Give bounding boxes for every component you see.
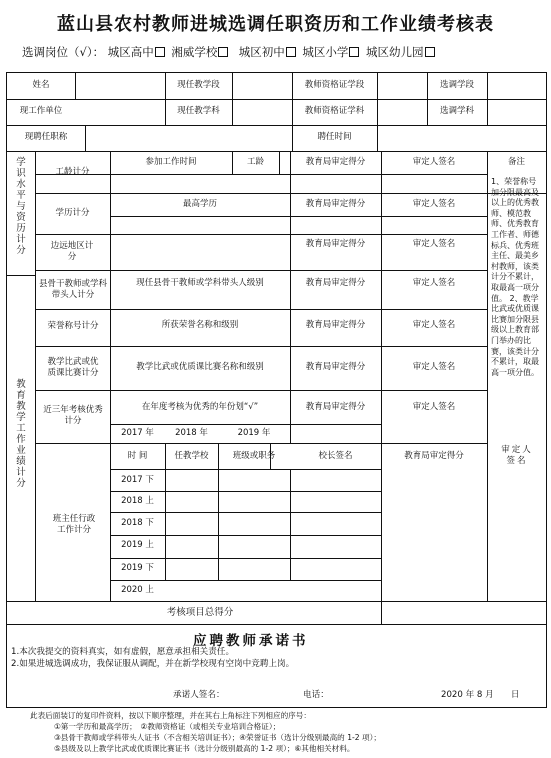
rule [35, 270, 487, 271]
label-bureau-score: 教育局审定得分 [404, 451, 464, 461]
label-phone: 电话： [303, 690, 329, 700]
label-work-unit: 现工作单位 [19, 106, 63, 116]
label-bureau-score: 教育局审定得分 [305, 157, 366, 167]
rule [290, 469, 291, 580]
rule [110, 469, 381, 470]
page-title: 蓝山县农村教师进城选调任职资历和工作业绩考核表 [57, 14, 494, 35]
label-selected-stage: 选调学段 [439, 80, 474, 90]
label-honor-level: 所获荣誉名称和级别 [161, 320, 239, 330]
rule [7, 601, 546, 602]
label-contest-score: 教学比武或优质课比赛计分 [47, 357, 99, 378]
label-remote-area-score: 边远地区计分 [50, 241, 94, 262]
rule [110, 424, 381, 425]
label-cert-stage: 教师资格证学段 [304, 80, 365, 90]
rule [290, 151, 291, 443]
checkbox-city-primary[interactable] [349, 47, 359, 57]
rule [487, 73, 488, 125]
label-total-score: 考核项目总得分 [166, 607, 234, 618]
label-current-subject: 现任教学科 [177, 106, 220, 116]
label-reviewer-sign: 审定人签名 [412, 320, 456, 330]
label-year-2017: 2017 年 [121, 428, 154, 438]
rule [7, 624, 546, 625]
label-backbone-level: 现任县骨干教师或学科带头人级别 [136, 278, 264, 288]
label-seniority-score: 工龄计分 [55, 167, 90, 177]
checkbox-city-kinder[interactable] [425, 47, 435, 57]
label-assessment-desc: 在年度考核为优秀的年份划“√” [141, 402, 259, 412]
footnote-line-3: ③县骨干教师或学科带头人证书（不含相关培训证书）；④荣誉证书（选计分级别最高的 1-2 项）； [54, 733, 381, 742]
label-bureau-score: 教育局审定得分 [305, 239, 366, 249]
remarks-note: 1、荣誉称号加分限最高及以上的优秀教师、模范教师、优秀教育工作者、师德标兵、优秀班主任、最美乡村教师，该类计分不累计，取最高一项分值。 2、教学比武或优质课比赛加分限县级以上教育部门举办的比赛，该类计分不累计，取最高一项分值。 [491, 177, 539, 377]
rule [279, 151, 280, 174]
label-hire-time: 聘任时间 [317, 132, 352, 142]
period-row: 2020 上 [121, 585, 154, 595]
position-select-line [22, 44, 438, 60]
rule [35, 309, 487, 310]
label-year-2018: 2018 年 [175, 428, 208, 438]
col-time: 时 间 [127, 451, 148, 461]
col-class-duty: 班级或职务 [232, 451, 276, 461]
label-year-2019: 2019 年 [237, 428, 271, 438]
promise-title: 应聘教师承诺书 [193, 633, 309, 649]
option-city-kinder: 城区幼儿园 [366, 45, 424, 59]
rule [377, 125, 378, 151]
rule [35, 234, 487, 235]
promise-line-1: 1.本次我提交的资料真实，如有虚假，愿意承担相关责任。 [11, 647, 235, 657]
option-xiangwei: 湘威学校 [171, 45, 218, 59]
footnote-line-1: 此表后面装订的复印件资料，按以下顺序整理，并在其右上角标注下列相应的序号： [30, 711, 311, 720]
label-backbone-score: 县骨干教师或学科带头人计分 [39, 279, 108, 300]
label-title-rank: 现聘任职称 [24, 132, 68, 142]
rule [75, 73, 76, 99]
label-bureau-score: 教育局审定得分 [305, 199, 366, 209]
rule [110, 580, 381, 581]
label-reviewer-sign: 审定人签名 [412, 278, 456, 288]
label-reviewer-sign: 审定人签名 [412, 239, 456, 249]
checkbox-xiangwei[interactable] [218, 47, 228, 57]
section-qualification: 学识水平与资历计分 [16, 157, 26, 256]
rule [381, 151, 382, 624]
rule [110, 216, 487, 217]
period-row: 2019 上 [121, 540, 154, 550]
label-reviewer-sign: 审定人签名 [412, 362, 456, 372]
checkbox-city-high[interactable] [155, 47, 165, 57]
label-bureau-score: 教育局审定得分 [305, 402, 366, 412]
footnote-line-2: ①第一学历和最高学历； ②教师资格证（或相关专业培训合格证）； [54, 722, 281, 731]
label-name: 姓名 [32, 80, 50, 90]
label-bureau-score: 教育局审定得分 [305, 320, 366, 330]
rule [110, 535, 381, 536]
footnote-line-4: ⑤县级及以上教学比武或优质课比赛证书（选计分级别最高的 1-2 项）；⑥其他相关材料。 [54, 744, 355, 753]
label-reviewer-sign: 审定人签名 [412, 402, 456, 412]
label-cert-subject: 教师资格证学科 [304, 106, 365, 116]
label-selected-subject: 选调学科 [439, 106, 474, 116]
rule [85, 125, 86, 151]
label-reviewer-sign: 审定人签名 [412, 157, 456, 167]
label-class-head-score: 班主任行政工作计分 [52, 514, 96, 535]
label-work-start: 参加工作时间 [145, 157, 197, 167]
rule [377, 73, 378, 125]
label-top-degree: 最高学历 [182, 199, 217, 209]
label-remark: 备注 [507, 157, 525, 167]
label-reviewer-sign: 审定人签名 [501, 445, 533, 466]
assessment-form [6, 72, 547, 708]
promise-date: 2020 年 8 月 日 [441, 690, 520, 700]
rule [35, 346, 487, 347]
label-assessment-score: 近三年考核优秀计分 [43, 405, 103, 426]
rule [165, 443, 166, 580]
rule [110, 491, 381, 492]
period-row: 2019 下 [121, 563, 154, 573]
rule [218, 443, 219, 580]
rule [35, 443, 487, 444]
label-bureau-score: 教育局审定得分 [305, 278, 366, 288]
position-prefix: 选调岗位（√）： [22, 45, 105, 59]
period-row: 2018 下 [121, 518, 154, 528]
label-reviewer-sign: 审定人签名 [412, 199, 456, 209]
label-bureau-score: 教育局审定得分 [305, 362, 366, 372]
rule [35, 390, 487, 391]
rule [110, 558, 381, 559]
rule [7, 99, 546, 100]
section-performance: 教育教学工作业绩计分 [16, 379, 26, 489]
option-city-primary: 城区小学 [302, 45, 349, 59]
label-honor-score: 荣誉称号计分 [47, 321, 99, 331]
label-work-years: 工龄 [246, 157, 264, 167]
label-contest-level: 教学比武或优质课比赛名称和级别 [136, 362, 264, 372]
label-education-score: 学历计分 [55, 208, 90, 218]
option-city-middle: 城区初中 [238, 45, 285, 59]
col-principal-sign: 校长签名 [318, 451, 353, 461]
col-teaching-school: 任教学校 [174, 451, 209, 461]
option-city-high: 城区高中 [107, 45, 154, 59]
label-current-stage: 现任教学段 [177, 80, 220, 90]
checkbox-city-middle[interactable] [286, 47, 296, 57]
period-row: 2018 上 [121, 496, 154, 506]
rule [487, 151, 488, 601]
rule [110, 151, 111, 601]
rule [7, 275, 35, 276]
rule [7, 151, 546, 152]
period-row: 2017 下 [121, 475, 154, 485]
rule [232, 73, 233, 125]
label-promiser-sign: 承诺人签名： [173, 690, 225, 700]
rule [110, 512, 381, 513]
rule [7, 125, 546, 126]
promise-line-2: 2.如果进城选调成功，我保证服从调配，并在新学校现有空岗中竞聘上岗。 [11, 659, 295, 669]
